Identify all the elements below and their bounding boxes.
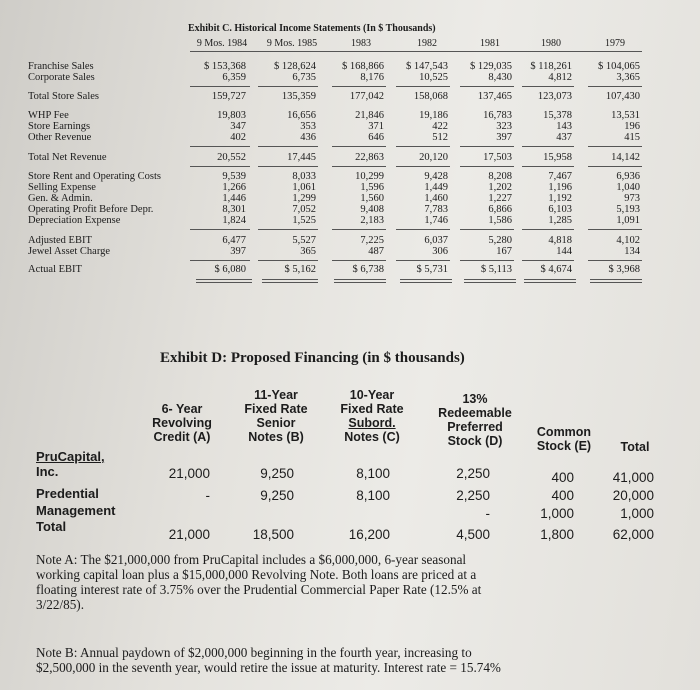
- cell-value: 13,531: [611, 110, 640, 121]
- cell-value: 15,378: [543, 110, 572, 121]
- subtotal-rule: [332, 260, 386, 261]
- cell-value: 6,936: [616, 171, 640, 182]
- header-revolving-credit: [147, 402, 217, 444]
- header-line: Revolving: [152, 416, 212, 430]
- double-rule: [262, 282, 318, 283]
- col-header: 1981: [480, 38, 500, 49]
- col-header: 1979: [605, 38, 625, 49]
- note-line: 3/22/85).: [36, 597, 84, 612]
- cell-value: 347: [230, 121, 246, 132]
- cell-value: 15,958: [543, 152, 572, 163]
- cell-value: 8,430: [488, 72, 512, 83]
- header-line: Fixed Rate: [340, 402, 404, 416]
- cell-value: 6,359: [222, 72, 246, 83]
- cell-value: $ 168,866: [342, 61, 384, 72]
- cell-value: 2,183: [360, 215, 384, 226]
- subtotal-rule: [332, 146, 386, 147]
- cell-value: 18,500: [252, 527, 294, 542]
- row-label: Other Revenue: [28, 132, 92, 143]
- cell-value: 9,408: [360, 204, 384, 215]
- cell-value: 415: [624, 132, 640, 143]
- cell-value: 1,800: [540, 527, 574, 542]
- cell-value: -: [485, 506, 490, 521]
- row-label: Total Net Revenue: [28, 152, 107, 163]
- double-rule: [524, 282, 576, 283]
- cell-value: $ 147,543: [406, 61, 448, 72]
- cell-value: $ 118,261: [530, 61, 572, 72]
- header-preferred-stock: [428, 392, 522, 448]
- cell-value: 1,586: [488, 215, 512, 226]
- subtotal-rule: [588, 260, 642, 261]
- subtotal-rule: [522, 260, 574, 261]
- cell-value: 4,812: [548, 72, 572, 83]
- header-line: Redeemable: [438, 406, 512, 420]
- double-rule: [464, 279, 516, 280]
- cell-value: 1,091: [616, 215, 640, 226]
- cell-value: 10,525: [419, 72, 448, 83]
- cell-value: 16,200: [348, 527, 390, 542]
- double-rule: [590, 282, 642, 283]
- cell-value: 123,073: [537, 91, 572, 102]
- cell-value: 1,446: [222, 193, 246, 204]
- cell-value: 6,866: [488, 204, 512, 215]
- cell-value: 646: [368, 132, 384, 143]
- cell-value: 8,100: [356, 466, 390, 481]
- cell-value: 2,250: [456, 466, 490, 481]
- subtotal-rule: [258, 86, 318, 87]
- subtotal-rule: [332, 86, 386, 87]
- subtotal-rule: [588, 229, 642, 230]
- row-label: Corporate Sales: [28, 72, 95, 83]
- cell-value: 1,040: [616, 182, 640, 193]
- header-line: Stock (D): [447, 434, 503, 448]
- note-line: $2,500,000 in the seventh year, would retire the issue at maturity. Interest rate = 15.74%: [36, 660, 501, 675]
- cell-value: 1,000: [540, 506, 574, 521]
- cell-value: 1,525: [292, 215, 316, 226]
- row-label: Jewel Asset Charge: [28, 246, 111, 257]
- cell-value: $ 6,080: [214, 264, 246, 275]
- cell-value: 1,460: [424, 193, 448, 204]
- double-rule: [400, 279, 452, 280]
- cell-value: 306: [432, 246, 448, 257]
- cell-value: $ 4,674: [540, 264, 572, 275]
- cell-value: 8,100: [356, 488, 390, 503]
- cell-value: $ 153,368: [204, 61, 246, 72]
- header-line: Stock (E): [536, 439, 592, 453]
- subtotal-rule: [522, 166, 574, 167]
- header-line: 6- Year: [161, 402, 203, 416]
- cell-value: 21,000: [168, 527, 210, 542]
- cell-value: 1,560: [360, 193, 384, 204]
- subtotal-rule: [396, 260, 450, 261]
- cell-value: 323: [496, 121, 512, 132]
- double-rule: [334, 282, 386, 283]
- double-rule: [524, 279, 576, 280]
- row-label: Depreciation Expense: [28, 215, 121, 226]
- cell-value: 1,746: [424, 215, 448, 226]
- cell-value: $ 6,738: [352, 264, 384, 275]
- cell-value: 353: [300, 121, 316, 132]
- subtotal-rule: [522, 229, 574, 230]
- cell-value: 436: [300, 132, 316, 143]
- cell-value: 9,250: [260, 488, 294, 503]
- cell-value: 1,299: [292, 193, 316, 204]
- subtotal-rule: [522, 86, 574, 87]
- cell-value: 10,299: [355, 171, 384, 182]
- row-label: Total Store Sales: [28, 91, 100, 102]
- cell-value: 159,727: [211, 91, 246, 102]
- col-header: 9 Mos. 1984: [196, 38, 248, 49]
- double-rule: [196, 279, 252, 280]
- subtotal-rule: [460, 146, 514, 147]
- cell-value: 19,803: [217, 110, 246, 121]
- subtotal-rule: [588, 146, 642, 147]
- subtotal-rule: [258, 229, 318, 230]
- header-line: Common: [536, 425, 592, 439]
- cell-value: 6,477: [222, 235, 246, 246]
- cell-value: 41,000: [612, 470, 654, 485]
- header-line: Preferred: [447, 420, 503, 434]
- header-total: Total: [620, 440, 650, 454]
- cell-value: 158,068: [413, 91, 448, 102]
- cell-value: 20,000: [612, 488, 654, 503]
- subtotal-rule: [190, 166, 250, 167]
- cell-value: $ 5,113: [480, 264, 512, 275]
- cell-value: 371: [368, 121, 384, 132]
- header-line: Subord.: [348, 416, 396, 430]
- cell-value: 3,365: [616, 72, 640, 83]
- header-line: Credit (A): [153, 430, 211, 444]
- note-line: working capital loan plus a $15,000,000 Revolving Note. Both loans are priced at a: [36, 567, 477, 582]
- cell-value: 2,250: [456, 488, 490, 503]
- cell-value: 437: [556, 132, 572, 143]
- row-label: Actual EBIT: [28, 264, 82, 275]
- note-line: floating interest rate of 3.75% over the Prudential Commercial Paper Rate (12.5% at: [36, 582, 482, 597]
- cell-value: 21,846: [355, 110, 384, 121]
- cell-value: 487: [368, 246, 384, 257]
- cell-value: 62,000: [612, 527, 654, 542]
- col-header: 1983: [351, 38, 371, 49]
- cell-value: 22,863: [355, 152, 384, 163]
- cell-value: 144: [556, 246, 572, 257]
- header-line: Notes (C): [344, 430, 400, 444]
- exhibit-d-title: Exhibit D: Proposed Financing (in $ thousands): [160, 350, 465, 366]
- cell-value: 143: [556, 121, 572, 132]
- cell-value: 7,052: [292, 204, 316, 215]
- cell-value: 365: [300, 246, 316, 257]
- subtotal-rule: [190, 86, 250, 87]
- cell-value: 6,735: [292, 72, 316, 83]
- cell-value: 8,208: [488, 171, 512, 182]
- cell-value: 4,500: [456, 527, 490, 542]
- cell-value: 4,102: [616, 235, 640, 246]
- cell-value: 196: [624, 121, 640, 132]
- cell-value: 1,202: [488, 182, 512, 193]
- double-rule: [334, 279, 386, 280]
- header-subord-notes: [334, 388, 410, 444]
- subtotal-rule: [460, 229, 514, 230]
- row-label: Inc.: [36, 464, 59, 479]
- exhibit-c-title: Exhibit C. Historical Income Statements (In $ Thousands): [188, 23, 436, 34]
- cell-value: 7,225: [360, 235, 384, 246]
- row-label: PruCapital,: [36, 449, 105, 464]
- row-label: Predential: [36, 486, 99, 501]
- col-header: 1982: [417, 38, 437, 49]
- cell-value: 9,428: [424, 171, 448, 182]
- subtotal-rule: [258, 146, 318, 147]
- cell-value: 8,301: [222, 204, 246, 215]
- cell-value: 397: [496, 132, 512, 143]
- subtotal-rule: [522, 146, 574, 147]
- cell-value: 16,783: [483, 110, 512, 121]
- cell-value: 6,037: [424, 235, 448, 246]
- cell-value: 9,250: [260, 466, 294, 481]
- cell-value: 20,552: [217, 152, 246, 163]
- cell-value: 5,193: [616, 204, 640, 215]
- cell-value: 400: [551, 488, 574, 503]
- subtotal-rule: [396, 146, 450, 147]
- row-label: Operating Profit Before Depr.: [28, 204, 154, 215]
- row-label: Franchise Sales: [28, 61, 94, 72]
- cell-value: 1,196: [548, 182, 572, 193]
- cell-value: $ 104,065: [598, 61, 640, 72]
- cell-value: 1,061: [292, 182, 316, 193]
- cell-value: 397: [230, 246, 246, 257]
- cell-value: 177,042: [349, 91, 384, 102]
- cell-value: 21,000: [168, 466, 210, 481]
- note-line: Note A: The $21,000,000 from PruCapital includes a $6,000,000, 6-year seasonal: [36, 552, 467, 567]
- cell-value: 1,449: [424, 182, 448, 193]
- row-label: Store Rent and Operating Costs: [28, 171, 161, 182]
- cell-value: 1,000: [620, 506, 654, 521]
- cell-value: 402: [230, 132, 246, 143]
- subtotal-rule: [332, 229, 386, 230]
- header-common-stock: [528, 425, 600, 453]
- col-header: 9 Mos. 1985: [266, 38, 318, 49]
- double-rule: [590, 279, 642, 280]
- cell-value: $ 129,035: [470, 61, 512, 72]
- double-rule: [262, 279, 318, 280]
- subtotal-rule: [190, 146, 250, 147]
- header-line: 10-Year: [349, 388, 395, 402]
- header-line: 11-Year: [254, 388, 298, 402]
- cell-value: 9,539: [222, 171, 246, 182]
- header-senior-notes: [238, 388, 314, 444]
- cell-value: 14,142: [611, 152, 640, 163]
- row-label: Total: [36, 519, 67, 534]
- col-header: 1980: [541, 38, 561, 49]
- cell-value: 19,186: [419, 110, 448, 121]
- cell-value: 134: [624, 246, 640, 257]
- cell-value: $ 128,624: [274, 61, 316, 72]
- cell-value: 1,192: [548, 193, 572, 204]
- cell-value: 167: [496, 246, 512, 257]
- cell-value: 1,285: [548, 215, 572, 226]
- cell-value: $ 5,731: [416, 264, 448, 275]
- cell-value: 422: [432, 121, 448, 132]
- double-rule: [196, 282, 252, 283]
- cell-value: 135,359: [281, 91, 316, 102]
- cell-value: $ 3,968: [608, 264, 640, 275]
- cell-value: -: [205, 488, 210, 503]
- header-rule: [190, 51, 642, 52]
- cell-value: 17,445: [287, 152, 316, 163]
- cell-value: 1,824: [222, 215, 246, 226]
- cell-value: 8,033: [292, 171, 316, 182]
- cell-value: 16,656: [287, 110, 316, 121]
- cell-value: 6,103: [548, 204, 572, 215]
- cell-value: 7,783: [424, 204, 448, 215]
- cell-value: 20,120: [419, 152, 448, 163]
- cell-value: 5,527: [292, 235, 316, 246]
- cell-value: 4,818: [548, 235, 572, 246]
- subtotal-rule: [396, 229, 450, 230]
- header-line: Fixed Rate: [244, 402, 308, 416]
- row-label: Selling Expense: [28, 182, 96, 193]
- cell-value: 17,503: [483, 152, 512, 163]
- header-line: Senior: [256, 416, 296, 430]
- subtotal-rule: [460, 166, 514, 167]
- row-label: Store Earnings: [28, 121, 91, 132]
- double-rule: [464, 282, 516, 283]
- cell-value: 1,227: [488, 193, 512, 204]
- cell-value: 1,596: [360, 182, 384, 193]
- subtotal-rule: [332, 166, 386, 167]
- cell-value: 400: [551, 470, 574, 485]
- subtotal-rule: [190, 229, 250, 230]
- note-line: Note B: Annual paydown of $2,000,000 beginning in the fourth year, increasing to: [36, 645, 472, 660]
- subtotal-rule: [460, 260, 514, 261]
- cell-value: 5,280: [488, 235, 512, 246]
- cell-value: 1,266: [222, 182, 246, 193]
- subtotal-rule: [460, 86, 514, 87]
- subtotal-rule: [396, 166, 450, 167]
- header-line: Notes (B): [248, 430, 304, 444]
- row-label: Gen. & Admin.: [28, 193, 93, 204]
- subtotal-rule: [190, 260, 250, 261]
- row-label: Management: [36, 503, 116, 518]
- cell-value: 973: [624, 193, 640, 204]
- cell-value: 7,467: [548, 171, 572, 182]
- subtotal-rule: [396, 86, 450, 87]
- subtotal-rule: [588, 86, 642, 87]
- row-label: WHP Fee: [28, 110, 69, 121]
- row-label: Adjusted EBIT: [28, 235, 92, 246]
- header-line: 13%: [462, 392, 488, 406]
- cell-value: 107,430: [605, 91, 640, 102]
- cell-value: 8,176: [360, 72, 384, 83]
- cell-value: $ 5,162: [284, 264, 316, 275]
- subtotal-rule: [588, 166, 642, 167]
- subtotal-rule: [258, 166, 318, 167]
- cell-value: 137,465: [477, 91, 512, 102]
- cell-value: 512: [432, 132, 448, 143]
- double-rule: [400, 282, 452, 283]
- subtotal-rule: [258, 260, 318, 261]
